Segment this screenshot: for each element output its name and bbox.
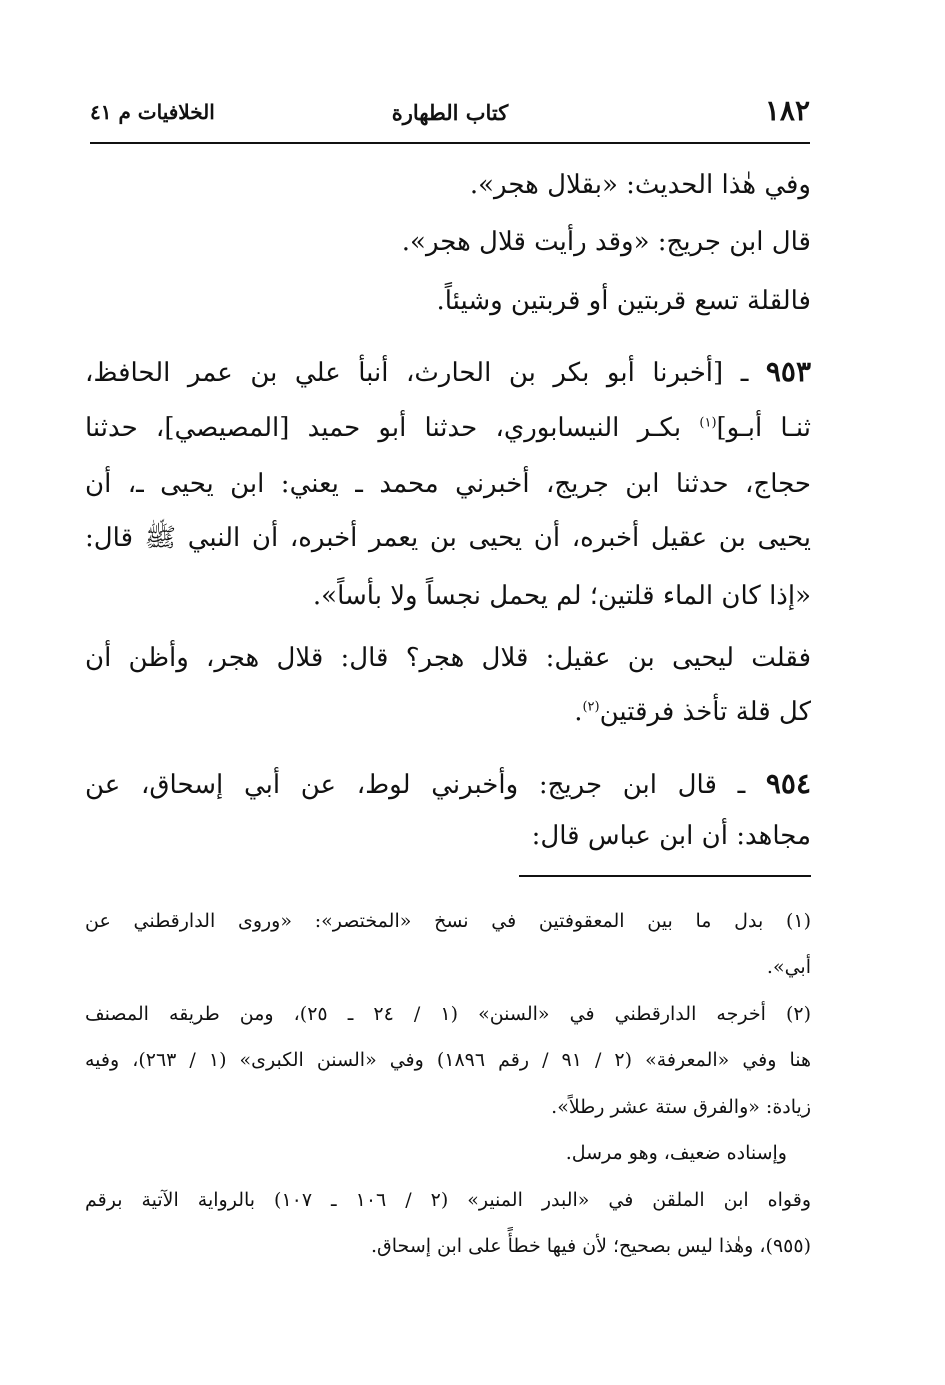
book-title: كتاب الطهارة — [391, 100, 509, 125]
footnote-ref: (٢) — [582, 699, 600, 715]
footnote-line: وإسناده ضعيف، وهو مرسل. — [565, 1142, 787, 1164]
hadith-953-line: «إذا كان الماء قلتين؛ لم يحمل نجساً ولا بأساً». — [312, 581, 811, 611]
hadith-953-line: ثنـا أبـو]$^{(١)}$ بكـر النيسابوري، حدثنا أبو حميد [المصيصي]، حدثنا — [85, 413, 812, 443]
body-line: وفي هٰذا الحديث: «بقلال هجر». — [469, 170, 811, 200]
body-line: قال ابن جريج: «وقد رأيت قلال هجر». — [401, 227, 811, 257]
footnote-line: زيادة: «والفرق ستة عشر رطلاً». — [551, 1096, 811, 1118]
page-header — [90, 92, 810, 132]
hadith-953-line: حجاج، حدثنا ابن جريج، أخبرني محمد ـ يعني: ابن يحيى ـ، أن — [85, 469, 811, 499]
page-number: ١٨٢ — [764, 94, 810, 127]
body-line: كل قلة تأخذ فرقتين$^{(٢)}$. — [574, 697, 811, 727]
hadith-953-line: ٩٥٣ ـ [أخبرنا أبو بكر بن الحارث، أنبأ علي بن عمر الحافظ، — [85, 355, 811, 388]
hadith-number: ٩٥٤ — [765, 767, 811, 800]
footnote-line: وقواه ابن الملقن في «البدر المنير» (٢ / ١٠٦ ـ ١٠٧) بالرواية الآتية برقم — [85, 1189, 811, 1211]
footnote-divider — [519, 875, 811, 877]
body-line: فقلت ليحيى بن عقيل: قلال هجر؟ قال: قلال هجر، وأظن أن — [85, 643, 811, 673]
hadith-954-line: ٩٥٤ ـ قال ابن جريج: وأخبرني لوط، عن أبي إسحاق، عن — [85, 767, 811, 800]
body-line: فالقلة تسع قربتين أو قربتين وشيئاً. — [436, 286, 811, 316]
header-divider — [90, 142, 810, 144]
footnote-ref: (١) — [699, 415, 717, 431]
footnote-line: أبي». — [766, 956, 811, 978]
running-head: الخلافيات م ٤١ — [90, 100, 215, 124]
footnote-line: هنا وفي «المعرفة» (٢ / ٩١ / رقم ١٨٩٦) وفي «السنن الكبرى» (١ / ٢٦٣)، وفيه — [85, 1049, 812, 1071]
hadith-number: ٩٥٣ — [765, 355, 811, 388]
footnote-line: (٢) أخرجه الدارقطني في «السنن» (١ / ٢٤ ـ ٢٥)، ومن طريقه المصنف — [85, 1003, 811, 1025]
hadith-953-line: يحيى بن عقيل أخبره، أن يحيى بن يعمر أخبره، أن النبي ﷺ قال: — [85, 523, 811, 553]
hadith-954-line: مجاهد: أن ابن عباس قال: — [531, 821, 811, 851]
footnote-line: (٩٥٥)، وهٰذا ليس بصحيح؛ لأن فيها خطأً على ابن إسحاق. — [370, 1235, 811, 1257]
footnote-line: (١) بدل ما بين المعقوفتين في نسخ «المختصر»: «وروى الدارقطني عن — [85, 910, 811, 932]
